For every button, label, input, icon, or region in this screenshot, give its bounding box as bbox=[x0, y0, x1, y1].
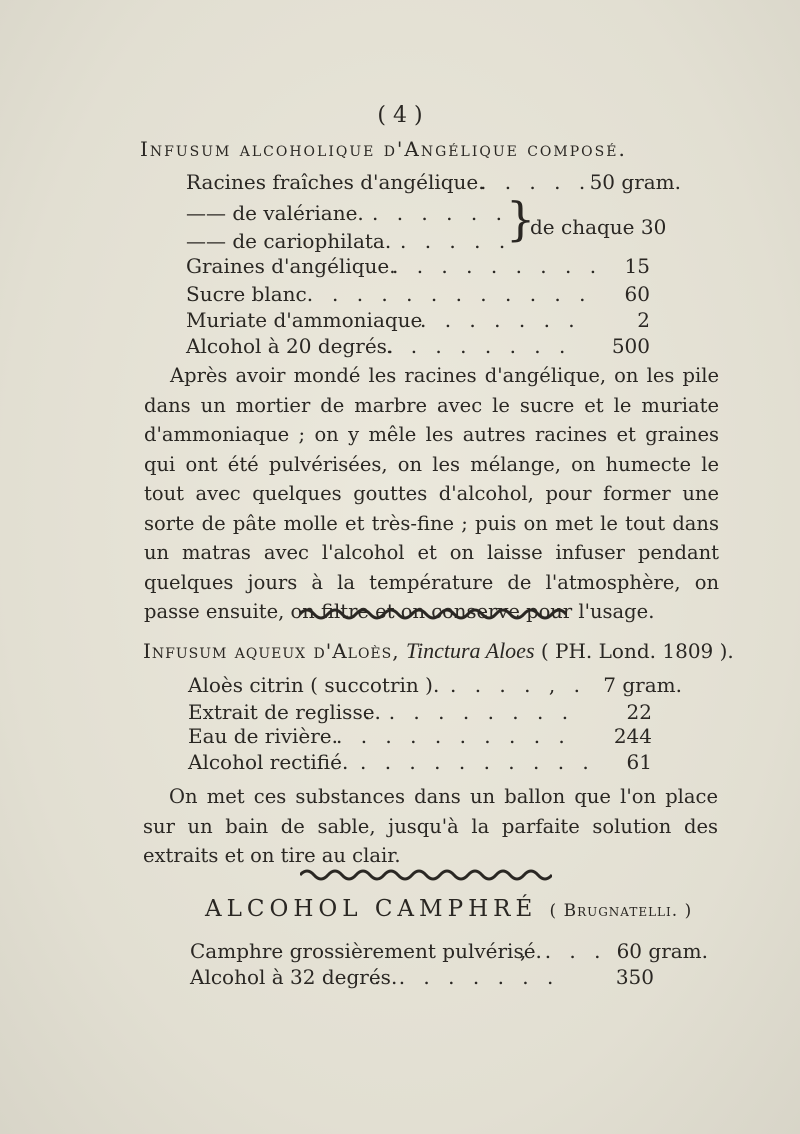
title-prefix: Infusum aqueux d'Aloès, bbox=[143, 639, 400, 663]
ingredient-qty: 2 bbox=[637, 308, 650, 332]
ingredient-name: Alcohol à 20 degrés. bbox=[186, 334, 394, 358]
ingredient-qty: 50 gram. bbox=[589, 170, 681, 194]
leader-dots: . . . . . . . bbox=[420, 308, 581, 332]
ingredient-qty: 61 bbox=[626, 750, 652, 774]
ingredient-name: Racines fraîches d'angélique. bbox=[186, 170, 485, 194]
brace-icon: } bbox=[506, 192, 536, 246]
ingredient-qty: 60 bbox=[624, 282, 650, 306]
leader-dots: . . . . . . . . . bbox=[364, 700, 575, 724]
leader-dots: . . . . , . bbox=[450, 673, 586, 697]
paragraph-aloes bbox=[143, 782, 718, 871]
ingredient-qty: 15 bbox=[624, 254, 650, 278]
title-main: ALCOHOL CAMPHRÉ bbox=[205, 896, 538, 922]
ingredient-qty: 60 gram. bbox=[616, 939, 708, 963]
paragraph-text: Après avoir mondé les racines d'angélique, on les pile dans un mortier de marbre avec le sucre et le muriate d'ammoniaque ; on y mêle les autres racines et graines qui ont été pulvérisées, on les mélange, on humecte le tout avec quelques gouttes d'alcohol, pour former une sorte de pâte molle et très-fine ; puis on met le tout dans un matras avec l'alcohol et on laisse infuser pendant quelques jours à la température de l'atmosphère, on passe ensuite, on filtre et on conserve pour l'usage. bbox=[144, 364, 719, 623]
ingredient-name: Camphre grossièrement pulvérisé. bbox=[190, 939, 542, 963]
section-title-aloes bbox=[143, 638, 734, 664]
leader-dots: . . . . . . . . bbox=[374, 965, 560, 989]
leader-dots: . . . . . . . . . . bbox=[336, 724, 571, 748]
section-title-angelique: Infusum alcoholique d'Angélique composé. bbox=[140, 137, 627, 161]
ingredient-name: —— de valériane. bbox=[186, 201, 364, 225]
ingredient-name: Alcohol rectifié. bbox=[188, 750, 349, 774]
ingredient-qty: 350 bbox=[615, 965, 654, 989]
leader-dots: . . . . . . . . . . bbox=[360, 750, 595, 774]
paragraph-text: On met ces substances dans un ballon que l'on place sur un bain de sable, jusqu'à la parfaite solution des extraits et on tire au clair. bbox=[143, 785, 718, 867]
section-title-camphre bbox=[205, 896, 692, 922]
leader-dots: . . . . . . . . bbox=[386, 334, 572, 358]
ingredient-name: Sucre blanc. bbox=[186, 282, 314, 306]
leader-dots: . . . . . . . . . bbox=[392, 254, 603, 278]
leader-dots: . . . . . . bbox=[372, 201, 508, 225]
ingredient-name: Extrait de reglisse. bbox=[188, 700, 381, 724]
ingredient-qty: 244 bbox=[613, 724, 652, 748]
ingredient-name: Aloès citrin ( succotrin ). bbox=[188, 673, 440, 697]
page-number: ( 4 ) bbox=[377, 103, 423, 128]
ingredient-qty: 7 gram. bbox=[603, 673, 682, 697]
paragraph-preparation bbox=[144, 361, 719, 627]
ingredient-qty: 500 bbox=[611, 334, 650, 358]
wave-ornament-icon bbox=[300, 605, 568, 623]
leader-dots: . . . . . . . . . . . bbox=[332, 282, 592, 306]
leader-dots: . . . . . bbox=[400, 229, 512, 253]
ingredient-name: —— de cariophilata. bbox=[186, 229, 392, 253]
title-author: ( Brugnatelli. ) bbox=[549, 901, 693, 921]
ingredient-name: Graines d'angélique. bbox=[186, 254, 396, 278]
leader-dots: , . . . bbox=[520, 939, 607, 963]
wave-ornament-icon bbox=[300, 866, 552, 884]
brace-note: de chaque 30 bbox=[530, 215, 667, 239]
ingredient-name: Muriate d'ammoniaque bbox=[186, 308, 423, 332]
leader-dots: . . . . . bbox=[480, 170, 592, 194]
ingredient-name: Eau de rivière. bbox=[188, 724, 338, 748]
title-italic: Tinctura Aloes bbox=[405, 638, 535, 663]
title-suffix: ( PH. Lond. 1809 ). bbox=[540, 639, 734, 663]
ingredient-name: Alcohol à 32 degrés. bbox=[190, 965, 398, 989]
ingredient-qty: 22 bbox=[626, 700, 652, 724]
